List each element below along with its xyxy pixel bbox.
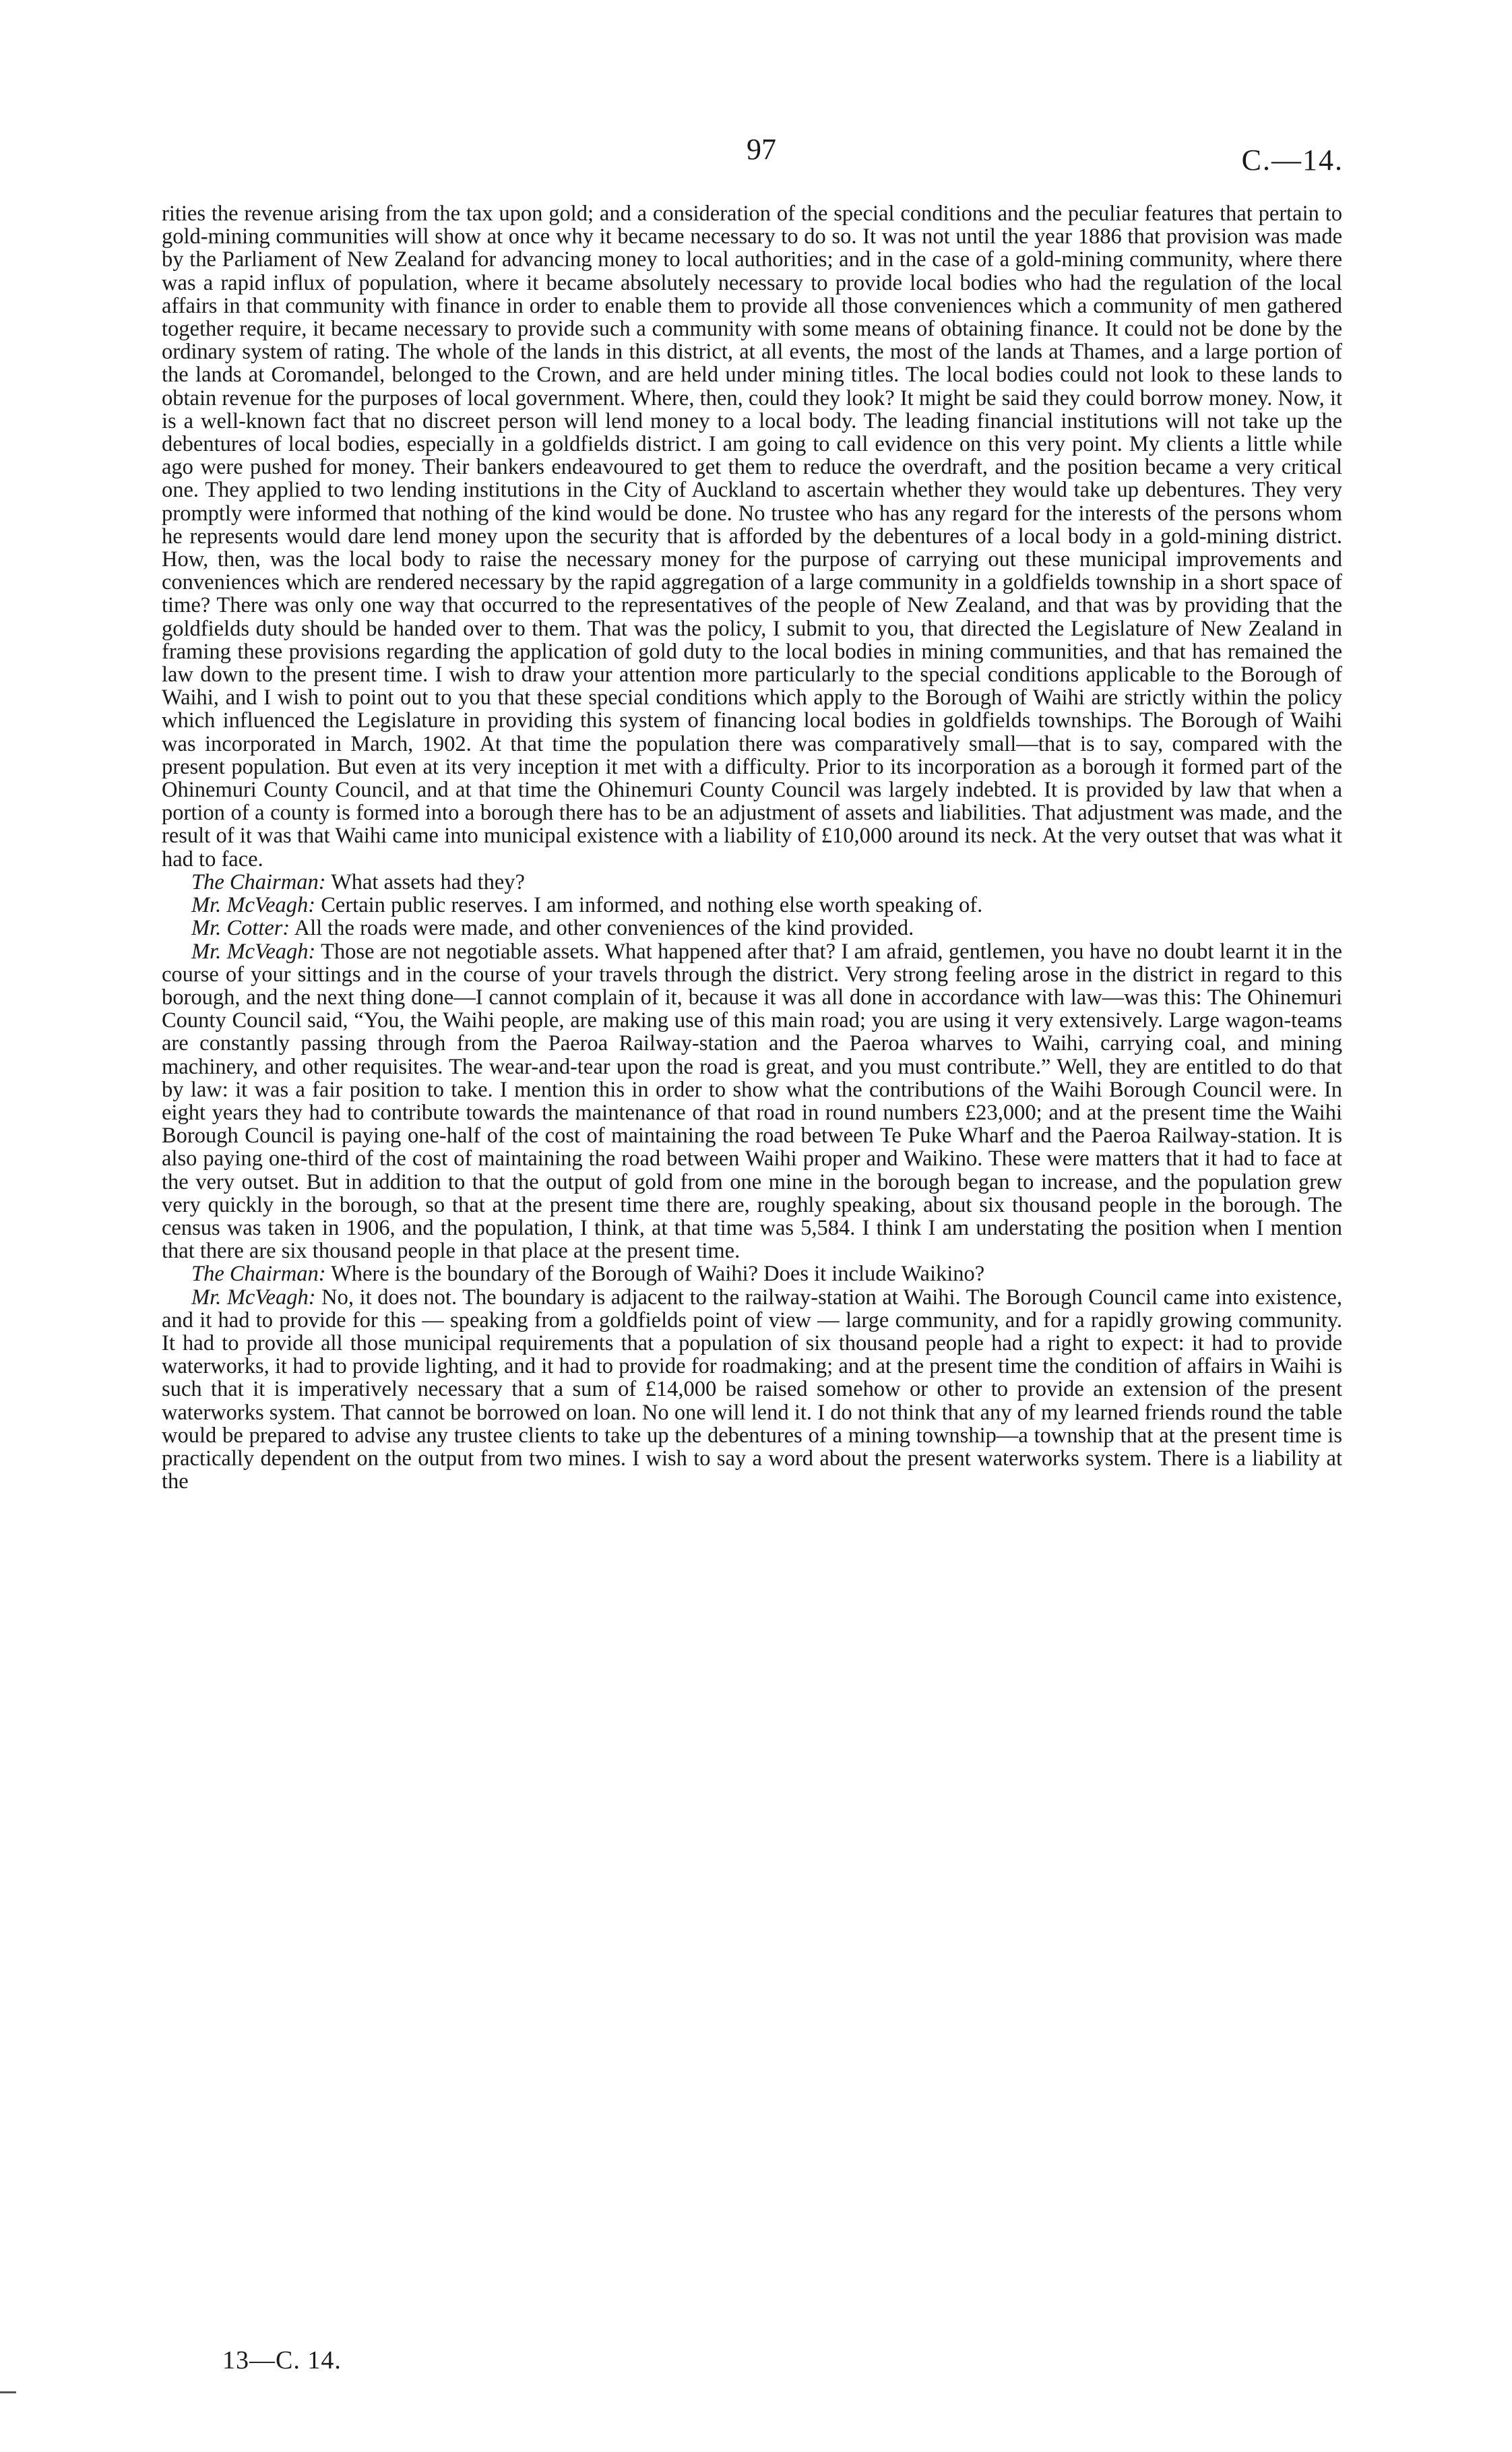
speech-text: Those are not negotiable assets. What happened after that? I am afraid, gentlemen, you have no doubt learnt it in the course of your sittings and in the course of your travels through the district. Very strong feeling arose in the district in regard to this borough, and the next thing done—I cannot complain of it, because it was all done in accordance with law—was this: The Ohinemuri County Council said, “You, the Waihi people, are making use of this main road; you are using it very extensively. Large wagon-teams are constantly passing through from the Paeroa Railway-station and the Paeroa wharves to Waihi, carrying coal, and mining machinery, and other requisites. The wear-and-tear upon the road is great, and you must contribute.” Well, they are entitled to do that by law: it was a fair position to take. I mention this in order to show what the contributions of the Waihi Borough Council were. In eight years they had to contribute towards the maintenance of that road in round numbers £23,000; and at the present time the Waihi Borough Council is paying one-half of the cost of maintaining the road between Te Puke Wharf and the Paeroa Railway-station. It is also paying one-third of the cost of maintaining the road between Waihi proper and Waikino. These were matters that it had to face at the very outset. But in addition to that the output of gold from one mine in the borough began to increase, and the population grew very quickly in the borough, so that at the present time there are, roughly speaking, about six thousand people in the borough. The census was taken in 1906, and the population, I think, at that time was 5,584. I think I am understating the position when I mention that there are six thousand people in that place at the present time.: [162, 939, 1342, 1264]
speech-paragraph: [162, 1286, 1342, 1494]
speech-paragraph: [162, 940, 1342, 1263]
speaker-name: Mr. McVeagh:: [191, 1285, 316, 1310]
speaker-name: The Chairman:: [191, 1262, 326, 1287]
signature-mark: 13—C. 14.: [222, 2346, 342, 2374]
speech-text: Certain public reserves. I am informed, and nothing else worth speaking of.: [321, 893, 983, 918]
speech-paragraph: [162, 1262, 1342, 1285]
speech-text: All the roads were made, and other conveniences of the kind provided.: [294, 916, 914, 941]
margin-tick: [0, 2391, 16, 2393]
speaker-name: Mr. McVeagh:: [191, 893, 316, 918]
speech-paragraph: [162, 894, 1342, 917]
speech-text: What assets had they?: [331, 869, 525, 894]
body-text: [162, 202, 1342, 1493]
paragraph-continuation: [162, 202, 1342, 871]
page-number: 97: [747, 133, 776, 166]
speaker-name: The Chairman:: [191, 869, 326, 894]
speech-text: Where is the boundary of the Borough of Waihi? Does it include Waikino?: [331, 1262, 985, 1287]
speaker-name: Mr. Cotter:: [191, 916, 290, 941]
paragraph-text: rities the revenue arising from the tax upon gold; and a consideration of the special conditions and the peculiar features that pertain to gold-mining communities will show at once why it became necessary to do so. It was not until the year 1886 that provision was made by the Parliament of New Zealand for advancing money to local authorities; and in the case of a gold-mining community, where there was a rapid influx of population, where it became absolutely necessary to provide local bodies who had the regulation of the local affairs in that community with finance in order to enable them to provide all those conveniences which a community of men gathered together require, it became necessary to provide such a community with some means of obtaining finance. It could not be done by the ordinary system of rating. The whole of the lands in this district, at all events, the most of the lands at Thames, and a large portion of the lands at Coromandel, belonged to the Crown, and are held under mining titles. The local bodies could not look to these lands to obtain revenue for the purposes of local government. Where, then, could they look? It might be said they could borrow money. Now, it is a well-known fact that no discreet person will lend money to a local body. The leading financial institutions will not take up the debentures of local bodies, especially in a goldfields district. I am going to call evidence on this very point. My clients a little while ago were pushed for money. Their bankers endeavoured to get them to reduce the overdraft, and the position became a very critical one. They applied to two lending institutions in the City of Auckland to ascertain whether they would take up debentures. They very promptly were informed that nothing of the kind would be done. No trustee who has any regard for the interests of the persons whom he represents would dare lend money upon the security that is afforded by the debentures of a local body in a gold-mining district. How, then, was the local body to raise the necessary money for the purpose of carrying out these municipal improvements and conveniences which are rendered necessary by the rapid aggregation of a large community in a goldfields township in a short space of time? There was only one way that occurred to the representatives of the people of New Zealand, and that was by providing that the goldfields duty should be handed over to them. That was the policy, I submit to you, that directed the Legislature of New Zealand in framing these provisions regarding the application of gold duty to the local bodies in mining communities, and that has remained the law down to the present time. I wish to draw your attention more particularly to the special conditions applicable to the Borough of Waihi, and I wish to point out to you that these special conditions which apply to the Borough of Waihi are strictly within the policy which influenced the Legislature in providing this system of financing local bodies in goldfields townships. The Borough of Waihi was incorporated in March, 1902. At that time the population there was comparatively small—that is to say, compared with the present population. But even at its very inception it met with a difficulty. Prior to its incorporation as a borough it formed part of the Ohinemuri County Council, and at that time the Ohinemuri County Council was largely indebted. It is provided by law that when a portion of a county is formed into a borough there has to be an adjustment of assets and liabilities. That adjustment was made, and the result of it was that Waihi came into municipal existence with a liability of £10,000 around its neck. At the very outset that was what it had to face.: [162, 202, 1342, 871]
speaker-name: Mr. McVeagh:: [191, 939, 316, 964]
speech-text: No, it does not. The boundary is adjacent to the railway-station at Waihi. The Borough Council came into existence, and it had to provide for this — speaking from a goldfields point of view — large community, and for a rapidly growing community. It had to provide all those municipal requirements that a population of six thousand people had a right to expect: it had to provide waterworks, it had to provide lighting, and it had to provide for roadmaking; and at the present time the condition of affairs in Waihi is such that it is imperatively necessary that a sum of £14,000 be raised somehow or other to provide an extension of the present waterworks system. That cannot be borrowed on loan. No one will lend it. I do not think that any of my learned friends round the table would be prepared to advise any trustee clients to take up the debentures of a mining township—a township that at the present time is practically dependent on the output from two mines. I wish to say a word about the present waterworks system. There is a liability at the: [162, 1285, 1342, 1494]
document-reference: C.—14.: [1241, 144, 1344, 177]
speech-paragraph: [162, 917, 1342, 940]
speech-paragraph: [162, 871, 1342, 894]
